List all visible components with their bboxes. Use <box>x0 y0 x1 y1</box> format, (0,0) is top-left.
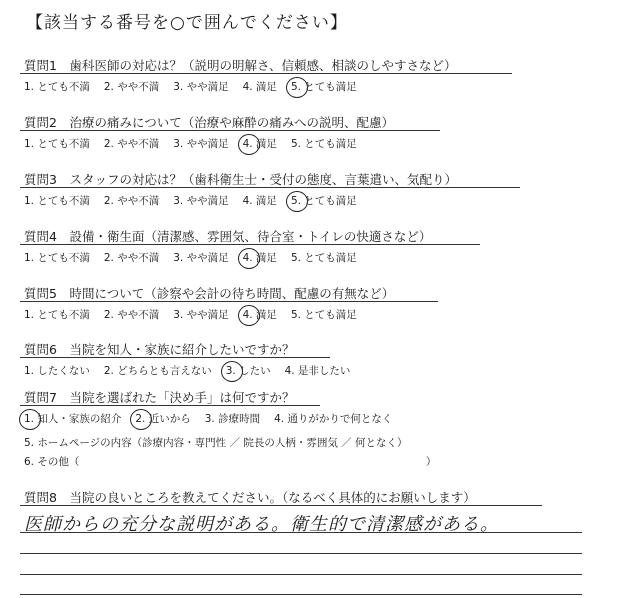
question-7-option-3[interactable]: 3. 診療時間 <box>204 413 261 425</box>
question-1-option-3[interactable]: 3. やや満足 <box>173 81 229 93</box>
question-6-option-4[interactable]: 4. 是非したい <box>284 365 351 377</box>
question-5-label: 質問5 時間について（診察や会計の待ち時間、配慮の有無など） <box>24 286 395 301</box>
question-4-option-2[interactable]: 2. やや不満 <box>103 252 160 264</box>
question-1-options <box>24 79 371 94</box>
q8-handwritten-answer[interactable]: 医師からの充分な説明がある。衛生的で清潔感がある。 <box>24 514 499 535</box>
question-3-option-1[interactable]: 1. とても不満 <box>24 195 90 207</box>
question-6-option-2[interactable]: 2. どちらとも言えない <box>103 365 212 377</box>
question-5-option-1[interactable]: 1. とても不満 <box>24 309 90 321</box>
question-2-option-4[interactable]: 4. 満足 <box>242 138 277 150</box>
question-5-option-5[interactable]: 5. とても満足 <box>290 309 357 321</box>
question-1-label: 質問1 歯科医師の対応は？（説明の明解さ、信頼感、相談のしやすさなど） <box>24 58 457 73</box>
question-1-option-4[interactable]: 4. 満足 <box>242 81 277 93</box>
question-3-options <box>24 193 371 208</box>
question-2-options <box>24 136 371 151</box>
question-2-label: 質問2 治療の痛みについて（治療や麻酔の痛みへの説明、配慮） <box>24 115 394 130</box>
q8-label: 質問8 当院の良いところを教えてください。（なるべく具体的にお願いします） <box>24 490 476 505</box>
q7-option-6[interactable]: 6. その他（ ） <box>24 456 437 468</box>
question-7-underline <box>20 405 320 406</box>
question-1-option-1[interactable]: 1. とても不満 <box>24 81 90 93</box>
question-7-option-2[interactable]: 2. 近いから <box>135 413 191 425</box>
question-5-options <box>24 307 371 322</box>
question-4-option-3[interactable]: 3. やや満足 <box>173 252 229 264</box>
question-1-option-2[interactable]: 2. やや不満 <box>103 81 160 93</box>
question-7-option-1[interactable]: 1. 知人・家族の紹介 <box>24 413 122 425</box>
question-5-option-4[interactable]: 4. 満足 <box>242 309 277 321</box>
question-4-option-1[interactable]: 1. とても不満 <box>24 252 90 264</box>
answer-line <box>20 532 582 533</box>
question-7-label: 質問7 当院を選ばれた「決め手」は何ですか？ <box>24 390 295 405</box>
question-3-option-4[interactable]: 4. 満足 <box>242 195 277 207</box>
question-4-options <box>24 250 371 265</box>
question-4-option-5[interactable]: 5. とても満足 <box>290 252 357 264</box>
question-3-option-5[interactable]: 5. とても満足 <box>290 195 357 207</box>
question-2-option-3[interactable]: 3. やや満足 <box>173 138 229 150</box>
answer-line <box>20 574 582 575</box>
question-6-options <box>24 363 364 378</box>
page-title: 【該当する番号を○で囲んでください】 <box>26 13 348 33</box>
question-3-label: 質問3 スタッフの対応は？（歯科衛生士・受付の態度、言葉遣い、気配り） <box>24 172 457 187</box>
question-2-underline <box>20 130 440 131</box>
question-4-label: 質問4 設備・衛生面（清潔感、雰囲気、待合室・トイレの快適さなど） <box>24 229 432 244</box>
question-6-option-1[interactable]: 1. したくない <box>24 365 90 377</box>
question-6-underline <box>20 357 330 358</box>
question-4-option-4[interactable]: 4. 満足 <box>242 252 277 264</box>
q8-underline <box>20 505 542 506</box>
question-3-option-3[interactable]: 3. やや満足 <box>173 195 229 207</box>
question-5-underline <box>20 301 438 302</box>
question-6-label: 質問6 当院を知人・家族に紹介したいですか？ <box>24 342 295 357</box>
question-1-underline <box>20 73 512 74</box>
question-5-option-2[interactable]: 2. やや不満 <box>103 309 160 321</box>
question-7-option-4[interactable]: 4. 通りがかりで何となく <box>274 413 393 425</box>
question-1-option-5[interactable]: 5. とても満足 <box>290 81 357 93</box>
question-5-option-3[interactable]: 3. やや満足 <box>173 309 229 321</box>
question-6-option-3[interactable]: 3. したい <box>225 365 271 377</box>
question-2-option-5[interactable]: 5. とても満足 <box>290 138 357 150</box>
question-2-option-1[interactable]: 1. とても不満 <box>24 138 90 150</box>
question-4-underline <box>20 244 480 245</box>
answer-line <box>20 594 582 595</box>
q7-option-5[interactable]: 5. ホームページの内容（診療内容・専門性 ／ 院長の人柄・雰囲気 ／ 何となく） <box>24 437 408 449</box>
question-3-option-2[interactable]: 2. やや不満 <box>103 195 160 207</box>
question-2-option-2[interactable]: 2. やや不満 <box>103 138 160 150</box>
question-7-options <box>24 411 406 426</box>
question-3-underline <box>20 187 520 188</box>
answer-line <box>20 553 582 554</box>
